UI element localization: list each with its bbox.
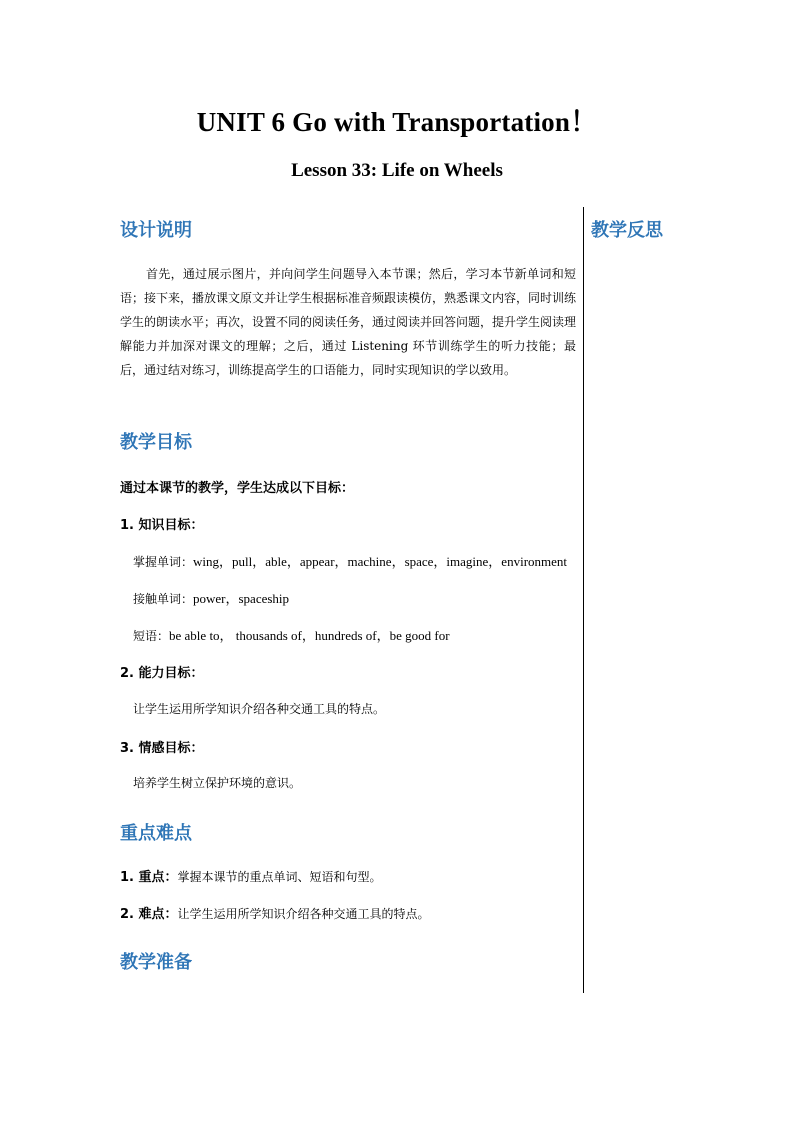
design-paragraph-text: 首先，通过展示图片，并向问学生问题导入本节课；然后，学习本节新单词和短语；接下来，播放课文原文并让学生根据标准音频跟读模仿，熟悉课文内容，同时训练学生的朗读水平；再次，设置不同的阅读任务，通过阅读并回答问题，提升学生阅读理解能力并加深对课文的理解；之后，通过 Listening 环节训练学生的听力技能；最后，通过结对练习，训练提高学生的口语能力，同时实现知识的学以致用。: [120, 267, 577, 377]
key-point-line: [120, 866, 382, 885]
difficulty-line: [120, 903, 430, 922]
knowledge-objective-title: 1. 知识目标：: [120, 518, 204, 533]
lesson-title: Lesson 33: Life on Wheels: [291, 160, 503, 181]
ability-objective-text: 让学生运用所学知识介绍各种交通工具的特点。: [133, 702, 386, 716]
phrases-label: 短语：: [133, 629, 170, 643]
key-point-label: 1. 重点：: [120, 870, 178, 885]
column-divider: [583, 207, 584, 993]
phrases: be able to， thousands of，hundreds of，be good for: [169, 628, 450, 643]
unit-title: UNIT 6 Go with Transportation！: [196, 107, 598, 137]
difficulty-text: 让学生运用所学知识介绍各种交通工具的特点。: [177, 907, 430, 921]
contact-words-label: 接触单词：: [133, 592, 194, 606]
key-point-text: 掌握本课节的重点单词、短语和句型。: [177, 870, 382, 884]
reflection-heading: 教学反思: [591, 220, 663, 241]
objectives-heading: 教学目标: [120, 432, 192, 453]
design-paragraph: [120, 262, 576, 382]
emotion-objective-text: 培养学生树立保护环境的意识。: [133, 776, 302, 790]
design-heading: 设计说明: [120, 220, 192, 241]
contact-words: power，spaceship: [193, 591, 290, 606]
ability-objective-title: 2. 能力目标：: [120, 666, 204, 681]
contact-words-line: [133, 588, 289, 607]
master-words-label: 掌握单词：: [133, 555, 194, 569]
key-points-heading: 重点难点: [120, 823, 192, 844]
preparation-heading: 教学准备: [120, 952, 192, 973]
master-words-line: [133, 551, 567, 570]
objectives-intro: 通过本课节的教学，学生达成以下目标：: [120, 481, 355, 496]
difficulty-label: 2. 难点：: [120, 907, 178, 922]
phrases-line: [133, 625, 450, 644]
emotion-objective-title: 3. 情感目标：: [120, 741, 204, 756]
master-words: wing，pull，able，appear，machine，space，imagine，environment: [193, 554, 568, 569]
